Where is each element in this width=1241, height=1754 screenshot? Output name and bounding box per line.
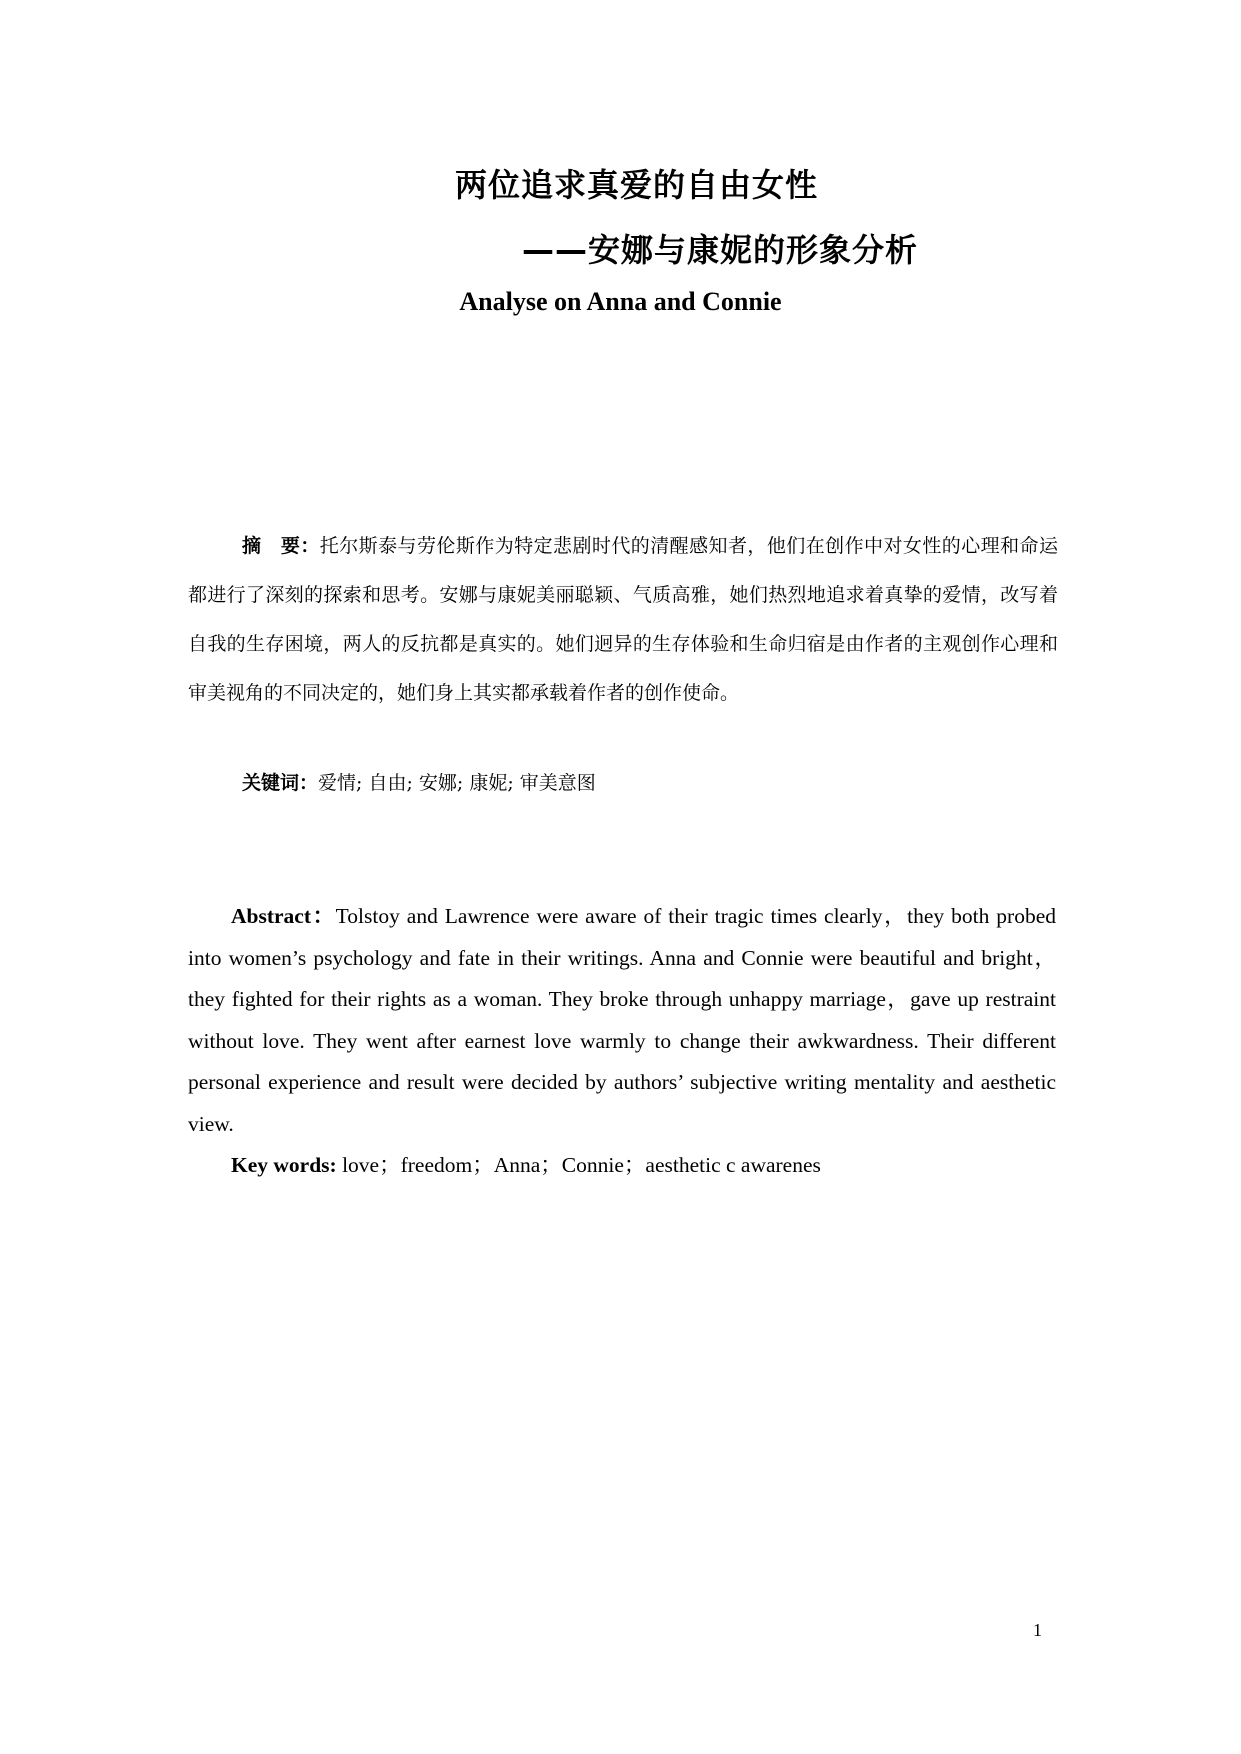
chinese-abstract-label: 摘 要：	[242, 535, 320, 557]
english-keywords	[231, 1148, 821, 1179]
english-title: Analyse on Anna and Connie	[459, 287, 782, 316]
chinese-abstract	[188, 522, 1058, 718]
chinese-abstract-text: 托尔斯泰与劳伦斯作为特定悲剧时代的清醒感知者，他们在创作中对女性的心理和命运都进行了深刻的探索和思考。安娜与康妮美丽聪颖、气质高雅，她们热烈地追求着真挚的爱情，改写着自我的生存困境，两人的反抗都是真实的。她们迥异的生存体验和生命归宿是由作者的主观创作心理和审美视角的不同决定的，她们身上其实都承载着作者的创作使命。	[188, 535, 1058, 704]
chinese-subtitle: ——安娜与康妮的形象分析	[522, 231, 919, 269]
chinese-keywords-text: 爱情; 自由; 安娜; 康妮; 审美意图	[318, 772, 596, 794]
english-keywords-text: love；freedom；Anna；Connie；aesthetic c awarenes	[336, 1153, 821, 1177]
english-keywords-label: Key words:	[231, 1153, 337, 1177]
page-number: 1	[1033, 1620, 1042, 1640]
chinese-title: 两位追求真爱的自由女性	[455, 166, 819, 204]
english-abstract	[188, 896, 1056, 1146]
english-abstract-label: Abstract：	[231, 904, 336, 928]
chinese-keywords	[242, 768, 596, 795]
english-abstract-text: Tolstoy and Lawrence were aware of their tragic times clearly，they both probed into women’s psychology and fate in their writings. Anna and Connie were beautiful and bright，they fighted for their rights as a woman. They broke through unhappy marriage，gave up restraint without love. They went after earnest love warmly to change their awkwardness. Their different personal experience and result were decided by authors’ subjective writing mentality and aesthetic view.	[188, 904, 1056, 1136]
chinese-keywords-label: 关键词：	[242, 772, 319, 794]
